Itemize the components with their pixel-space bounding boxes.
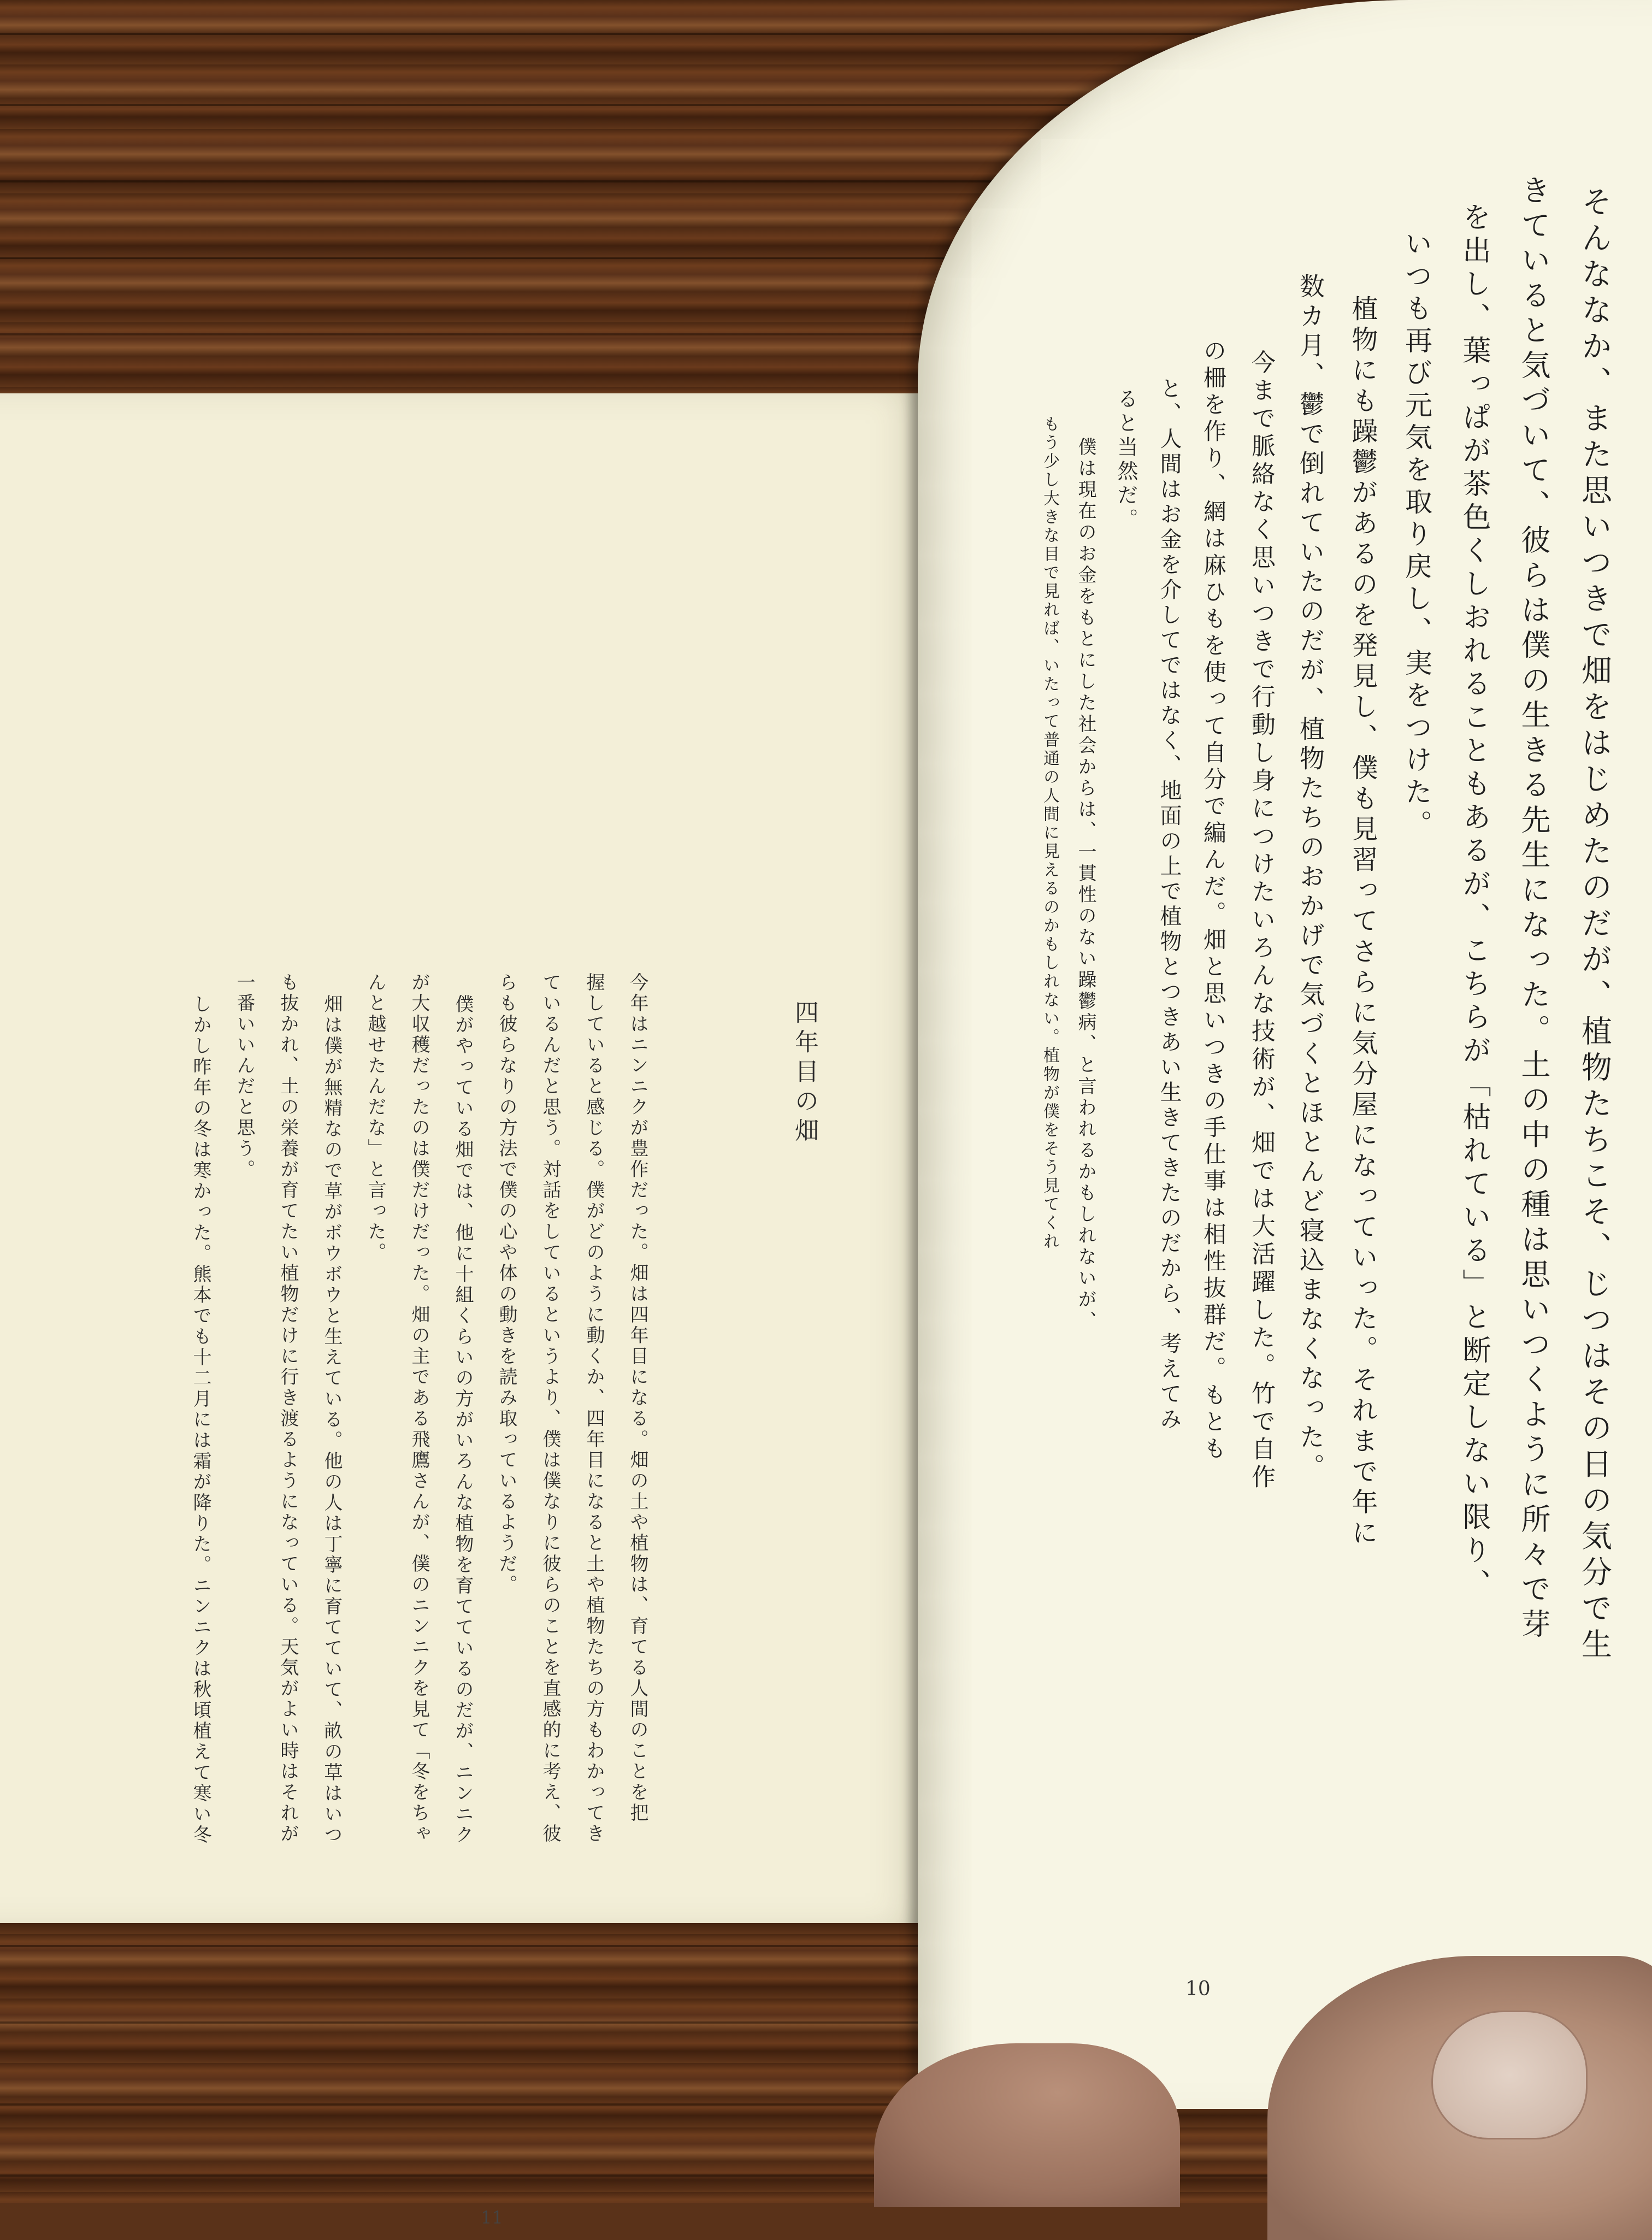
left-text-line: 僕がやっている畑では、他に十組くらいの方がいろんな植物を育てているのだが、ニンニク bbox=[452, 994, 474, 1846]
left-text-line: んと越せたんだな」と言った。 bbox=[364, 972, 386, 1263]
left-text-line: しかし昨年の冬は寒かった。熊本でも十二月には霜が降りた。ニンニクは秋頃植えて寒い冬 bbox=[190, 994, 211, 1846]
left-text-line: 畑は僕が無精なので草がボウボウと生えている。他の人は丁寧に育てていて、畝の草はいつ bbox=[321, 994, 343, 1846]
chapter-title: 四年目の畑 bbox=[790, 1000, 818, 1147]
right-text-line: と、人間はお金を介してではなく、地面の上で植物とつきあい生きてきたのだから、考えてみ bbox=[1157, 377, 1182, 1433]
right-text-line: 僕は現在のお金をもとにした社会からは、一貫性のない躁鬱病、と言われるかもしれないが、 bbox=[1075, 437, 1096, 1332]
right-text-line: ると当然だ。 bbox=[1114, 388, 1138, 532]
right-text-line: 植物にも躁鬱があるのを発見し、僕も見習ってさらに気分屋になっていった。それまで年に bbox=[1347, 295, 1378, 1549]
page-number-right: 10 bbox=[1185, 1978, 1211, 2000]
right-text-line: きていると気づいて、彼らは僕の生きる先生になった。土の中の種は思いつくように所々で芽 bbox=[1517, 175, 1551, 1643]
left-book-page bbox=[0, 393, 929, 2228]
right-text-line: を出し、葉っぱが茶色くしおれることもあるが、こちらが「枯れている」と断定しない限り、 bbox=[1458, 202, 1490, 1602]
right-book-page bbox=[918, 0, 1652, 2109]
right-text-line: そんななか、また思いつきで畑をはじめたのだが、植物たちこそ、じつはその日の気分で生 bbox=[1577, 186, 1612, 1664]
left-text-line: 今年はニンニクが豊作だった。畑は四年目になる。畑の土や植物は、育てる人間のことを把 bbox=[627, 972, 648, 1824]
left-text-line: が大収穫だったのは僕だけだった。畑の主である飛鷹さんが、僕のニンニクを見て「冬をちゃ bbox=[408, 972, 430, 1844]
left-text-line: らも彼らなりの方法で僕の心や体の動きを読み取っているようだ。 bbox=[495, 972, 517, 1595]
right-text-line: の柵を作り、網は麻ひもを使って自分で編んだ。畑と思いつきの手仕事は相性抜群だ。もとも bbox=[1200, 339, 1227, 1463]
right-text-line: 今まで脈絡なく思いつきで行動し身につけたいろんな技術が、畑では大活躍した。竹で自作 bbox=[1247, 350, 1275, 1492]
thumbnail-nail bbox=[1431, 2011, 1588, 2139]
left-text-line: も抜かれ、土の栄養が育てたい植物だけに行き渡るようになっている。天気がよい時はそれが bbox=[277, 972, 299, 1844]
right-text-line: 数カ月、鬱で倒れていたのだが、植物たちのおかげで気づくとほとんど寝込まなくなった。 bbox=[1296, 273, 1325, 1483]
right-text-line: もう少し大きな目で見れば、いたって普通の人間に見えるのかもしれない。植物が僕をそう見てくれ bbox=[1040, 415, 1059, 1251]
left-text-line: ているんだと思う。対話をしているというより、僕は僕なりに彼らのことを直感的に考え、彼 bbox=[539, 972, 561, 1844]
right-text-line: いつも再び元気を取り戻し、実をつけた。 bbox=[1401, 229, 1432, 842]
left-text-line: 握していると感じる。僕がどのように動くか、四年目になると土や植物たちの方もわかってき bbox=[583, 972, 605, 1844]
page-number-left: 11 bbox=[481, 2207, 503, 2228]
left-text-line: 一番いいんだと思う。 bbox=[233, 972, 255, 1180]
